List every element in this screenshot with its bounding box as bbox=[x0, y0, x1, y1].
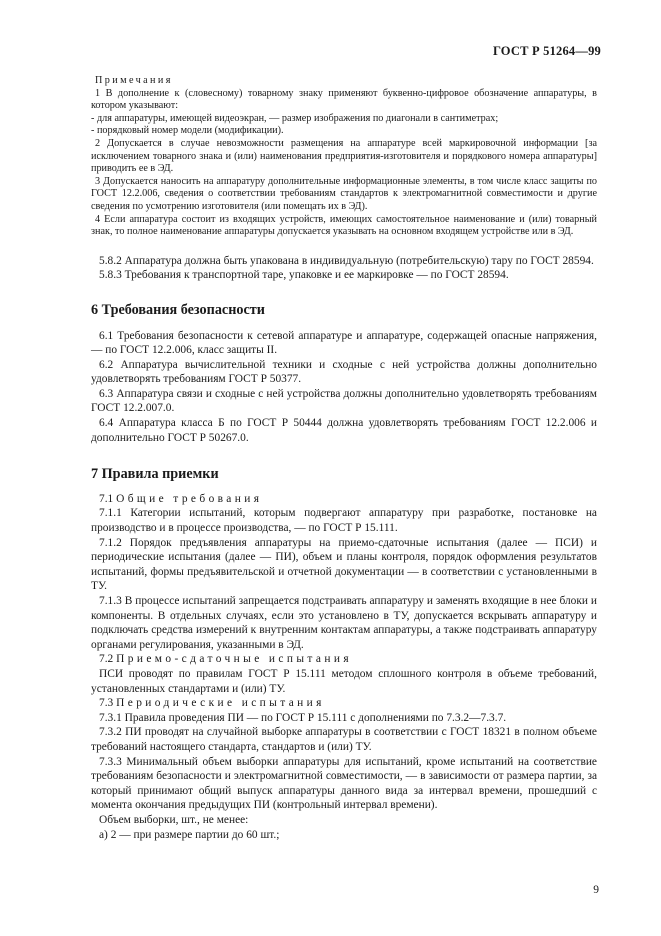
clause-7-3-2: 7.3.2 ПИ проводят на случайной выборке аппаратуры в соответствии с ГОСТ 18321 в полном объеме требований настоящего стандарта, стандартов и (или) ТУ. bbox=[91, 726, 597, 753]
note-4: 4 Если аппаратура состоит из входящих устройств, имеющих самостоятельное наименование и (или) товарный знак, то полное наименование аппаратуры допускается указывать на основном входящем устройстве или в ЭД. bbox=[91, 213, 597, 238]
notes-block bbox=[91, 75, 597, 239]
subsection-7-2-number: 7.2 bbox=[99, 653, 114, 666]
subsection-7-2-heading bbox=[91, 652, 597, 667]
note-1: 1 В дополнение к (словесному) товарному знаку применяют буквенно-цифровое обозначение аппаратуры, в котором указывают: bbox=[91, 87, 597, 112]
note-1-dash-1: - для аппаратуры, имеющей видеоэкран, — размер изображения по диагонали в сантиметрах; bbox=[91, 112, 499, 124]
clause-7-1-3: 7.1.3 В процессе испытаний запрещается подстраивать аппаратуру и заменять входящие в нее блоки и компоненты. В отдельных случаях, если это установлено в ТУ, допускается вскрывать аппаратуру и подключать средства измерений к внутренним контактам аппаратуры, а также подстраивать аппаратуру органами регулирования, указанными в ЭД. bbox=[91, 595, 597, 651]
section-7 bbox=[91, 467, 597, 842]
clause-6-4: 6.4 Аппаратура класса Б по ГОСТ Р 50444 должна удовлетворять требованиям ГОСТ 12.2.006 и дополнительно ГОСТ Р 50267.0. bbox=[91, 417, 597, 444]
clause-7-1-1: 7.1.1 Категории испытаний, которым подвергают аппаратуру при разработке, постановке на производство и в процессе производства, — по ГОСТ Р 15.111. bbox=[91, 507, 597, 535]
subsection-7-1-number: 7.1 bbox=[99, 492, 114, 505]
sample-size-label: Объем выборки, шт., не менее: bbox=[99, 813, 249, 826]
page-number: 9 bbox=[593, 884, 599, 896]
notes-title: Примечания bbox=[95, 75, 173, 86]
subsection-7-3-title: Периодические испытания bbox=[116, 697, 325, 710]
section-7-heading: 7 Правила приемки bbox=[91, 466, 219, 483]
subsection-7-3-heading bbox=[91, 696, 597, 711]
clause-6-2: 6.2 Аппаратура вычислительной техники и сходные с ней устройства должны дополнительно удовлетворять требованиям ГОСТ Р 50377. bbox=[91, 358, 597, 386]
note-2: 2 Допускается в случае невозможности размещения на аппаратуре всей маркировочной информации [за исключением товарного знака и (или) наименования предприятия-изготовителя и порядкового номера аппаратуры] приводить ее в ЭД. bbox=[91, 137, 597, 175]
subsection-7-3-number: 7.3 bbox=[99, 697, 114, 710]
section-5-8 bbox=[91, 254, 597, 283]
note-1-dash-2: - порядковый номер модели (модификации). bbox=[91, 125, 284, 137]
clause-7-3-1: 7.3.1 Правила проведения ПИ — по ГОСТ Р 15.111 с дополнениями по 7.3.2—7.3.7. bbox=[99, 711, 507, 724]
note-3: 3 Допускается наносить на аппаратуру дополнительные информационные элементы, в том числе класс защиты по ГОСТ 12.2.006, сведения о соответствии требованиям стандартов к электромагнитной совместимости и другие сведения по усмотрению изготовителя (или помещать их в ЭД). bbox=[91, 175, 597, 212]
page-content bbox=[91, 75, 597, 842]
clause-7-3-3: 7.3.3 Минимальный объем выборки аппаратуры для испытаний, кроме испытаний на соответствие требованиям безопасности и электромагнитной совместимости, — в зависимости от размера партии, за который принимают общий выпуск аппаратуры данного вида за интервал времени, прошедший с момента окончания предыдущих ПИ (контрольный интервал времени). bbox=[91, 755, 597, 812]
clause-6-1: 6.1 Требования безопасности к сетевой аппаратуре и аппаратуре, содержащей опасные напряжения, — по ГОСТ 12.2.006, класс защиты II. bbox=[91, 329, 597, 357]
section-6 bbox=[91, 303, 597, 445]
subsection-7-1-heading bbox=[91, 492, 597, 507]
document-code-header: ГОСТ Р 51264—99 bbox=[492, 44, 601, 58]
clause-5-8-3: 5.8.3 Требования к транспортной таре, упаковке и ее маркировке — по ГОСТ 28594. bbox=[99, 269, 509, 282]
clause-5-8-2: 5.8.2 Аппаратура должна быть упакована в индивидуальную (потребительскую) тару по ГОСТ 28594. bbox=[99, 254, 594, 267]
clause-6-3: 6.3 Аппаратура связи и сходные с ней устройства должны дополнительно удовлетворять требованиям ГОСТ 12.2.007.0. bbox=[91, 387, 597, 415]
subsection-7-1-title: Общие требования bbox=[116, 492, 263, 505]
clause-7-2: ПСИ проводят по правилам ГОСТ Р 15.111 методом сплошного контроля в объеме требований, установленных стандартами и (или) ТУ. bbox=[91, 667, 597, 695]
clause-7-1-2: 7.1.2 Порядок предъявления аппаратуры на приемо-сдаточные испытания (далее — ПСИ) и периодические испытания (далее — ПИ), объем и планы контроля, порядок оформления результатов испытаний, формы предъявительской и отчетной документации — в соответствии с установленными в ТУ. bbox=[91, 536, 597, 593]
subsection-7-2-title: Приемо-сдаточные испытания bbox=[116, 653, 353, 666]
section-6-heading: 6 Требования безопасности bbox=[91, 301, 265, 318]
sample-size-item-a: а) 2 — при размере партии до 60 шт.; bbox=[99, 828, 280, 841]
